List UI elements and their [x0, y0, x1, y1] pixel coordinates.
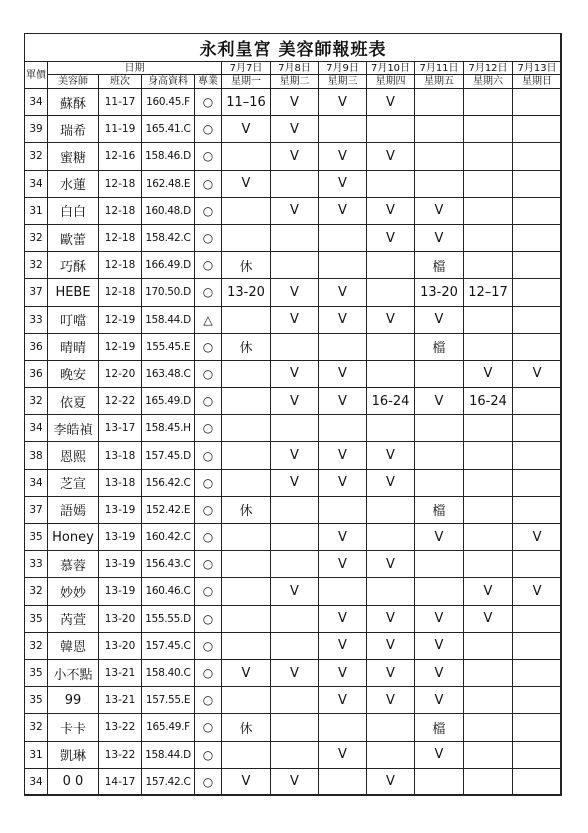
name-cell: 歐蕾: [48, 224, 99, 251]
specialty-cell: ○: [195, 89, 222, 116]
name-cell: 妙妙: [48, 578, 99, 605]
specialty-cell: ○: [195, 632, 222, 659]
day-cell: V: [464, 605, 513, 632]
name-cell: 叮噹: [48, 306, 99, 333]
specialty-cell: ○: [195, 360, 222, 387]
dept-cell: 33: [25, 306, 48, 333]
profile-cell: 156.42.C: [142, 469, 195, 496]
header-date: 7月7日: [222, 62, 271, 75]
day-cell: V: [271, 116, 319, 143]
day-cell: 13-20: [222, 279, 271, 306]
specialty-cell: ○: [195, 415, 222, 442]
day-cell: V: [271, 360, 319, 387]
day-cell: V: [367, 89, 415, 116]
profile-cell: 156.43.C: [142, 551, 195, 578]
dept-cell: 37: [25, 496, 48, 523]
day-cell: V: [319, 659, 367, 686]
day-cell: V: [271, 279, 319, 306]
name-cell: 瑞希: [48, 116, 99, 143]
dept-cell: 34: [25, 170, 48, 197]
day-cell: V: [367, 632, 415, 659]
day-cell: V: [464, 578, 513, 605]
specialty-cell: ○: [195, 524, 222, 551]
specialty-cell: ○: [195, 659, 222, 686]
dept-cell: 31: [25, 197, 48, 224]
header-date: 7月12日: [464, 62, 513, 75]
profile-cell: 158.46.D: [142, 143, 195, 170]
day-cell: V: [367, 224, 415, 251]
day-cell: 檔: [415, 333, 464, 360]
shift-cell: 13-18: [99, 469, 142, 496]
day-cell: V: [319, 442, 367, 469]
dept-cell: 39: [25, 116, 48, 143]
name-cell: 韓恩: [48, 632, 99, 659]
day-cell: V: [222, 768, 271, 795]
dept-cell: 36: [25, 333, 48, 360]
day-cell: V: [319, 197, 367, 224]
shift-cell: 12-18: [99, 224, 142, 251]
day-cell: V: [513, 360, 562, 387]
specialty-cell: ○: [195, 687, 222, 714]
profile-cell: 158.45.H: [142, 415, 195, 442]
profile-cell: 165.49.D: [142, 388, 195, 415]
profile-cell: 160.48.D: [142, 197, 195, 224]
day-cell: V: [271, 89, 319, 116]
shift-cell: 11-17: [99, 89, 142, 116]
profile-cell: 165.41.C: [142, 116, 195, 143]
dept-cell: 34: [25, 768, 48, 795]
dept-cell: 37: [25, 279, 48, 306]
profile-cell: 170.50.D: [142, 279, 195, 306]
day-cell: V: [367, 306, 415, 333]
day-cell: 11–16: [222, 89, 271, 116]
specialty-cell: ○: [195, 197, 222, 224]
dept-cell: 32: [25, 388, 48, 415]
dept-cell: 34: [25, 415, 48, 442]
specialty-cell: ○: [195, 224, 222, 251]
day-cell: V: [271, 143, 319, 170]
profile-cell: 157.42.C: [142, 768, 195, 795]
profile-cell: 158.40.C: [142, 659, 195, 686]
shift-cell: 12-18: [99, 170, 142, 197]
profile-cell: 157.45.C: [142, 632, 195, 659]
day-cell: 13-20: [415, 279, 464, 306]
specialty-cell: ○: [195, 388, 222, 415]
name-cell: 蘇酥: [48, 89, 99, 116]
day-cell: V: [415, 659, 464, 686]
specialty-cell: ○: [195, 605, 222, 632]
day-cell: V: [367, 551, 415, 578]
day-cell: V: [367, 659, 415, 686]
day-cell: 檔: [415, 714, 464, 741]
shift-cell: 12-18: [99, 252, 142, 279]
day-cell: V: [222, 170, 271, 197]
shift-cell: 13-21: [99, 687, 142, 714]
specialty-cell: ○: [195, 279, 222, 306]
profile-cell: 160.46.C: [142, 578, 195, 605]
header-weekday: 星期四: [367, 75, 415, 89]
name-cell: HEBE: [48, 279, 99, 306]
name-cell: 李皓禎: [48, 415, 99, 442]
specialty-cell: ○: [195, 496, 222, 523]
header-weekday: 星期日: [513, 75, 562, 89]
dept-cell: 34: [25, 89, 48, 116]
day-cell: V: [415, 306, 464, 333]
shift-cell: 13-19: [99, 578, 142, 605]
header-date: 7月10日: [367, 62, 415, 75]
day-cell: V: [271, 768, 319, 795]
shift-cell: 13-19: [99, 524, 142, 551]
day-cell: V: [319, 306, 367, 333]
shift-cell: 13-19: [99, 551, 142, 578]
day-cell: V: [415, 741, 464, 768]
day-cell: V: [222, 659, 271, 686]
dept-cell: 32: [25, 143, 48, 170]
header-date-group: 日期: [48, 62, 222, 75]
profile-cell: 163.48.C: [142, 360, 195, 387]
dept-cell: 34: [25, 469, 48, 496]
day-cell: 檔: [415, 252, 464, 279]
day-cell: 休: [222, 252, 271, 279]
specialty-cell: ○: [195, 116, 222, 143]
day-cell: V: [271, 306, 319, 333]
day-cell: V: [271, 578, 319, 605]
shift-cell: 12-18: [99, 197, 142, 224]
day-cell: V: [367, 469, 415, 496]
dept-cell: 35: [25, 605, 48, 632]
name-cell: 蜜糖: [48, 143, 99, 170]
shift-cell: 12-18: [99, 279, 142, 306]
dept-cell: 32: [25, 252, 48, 279]
header-weekday: 星期五: [415, 75, 464, 89]
name-cell: 晚安: [48, 360, 99, 387]
day-cell: V: [271, 197, 319, 224]
profile-cell: 162.48.E: [142, 170, 195, 197]
name-cell: 卡卡: [48, 714, 99, 741]
day-cell: V: [415, 224, 464, 251]
profile-cell: 160.45.F: [142, 89, 195, 116]
profile-cell: 158.44.D: [142, 741, 195, 768]
dept-cell: 32: [25, 632, 48, 659]
day-cell: V: [319, 551, 367, 578]
day-cell: V: [367, 197, 415, 224]
name-cell: 巧酥: [48, 252, 99, 279]
specialty-cell: ○: [195, 741, 222, 768]
dept-cell: 35: [25, 687, 48, 714]
name-cell: 語嫣: [48, 496, 99, 523]
specialty-cell: △: [195, 306, 222, 333]
name-cell: 凱琳: [48, 741, 99, 768]
day-cell: V: [415, 687, 464, 714]
specialty-cell: ○: [195, 551, 222, 578]
dept-cell: 31: [25, 741, 48, 768]
header-profile: 身高資料: [142, 75, 195, 89]
shift-cell: 12-19: [99, 306, 142, 333]
day-cell: V: [367, 605, 415, 632]
day-cell: V: [319, 632, 367, 659]
profile-cell: 158.44.D: [142, 306, 195, 333]
dept-cell: 38: [25, 442, 48, 469]
shift-cell: 13-20: [99, 632, 142, 659]
dept-cell: 32: [25, 578, 48, 605]
header-shift: 班次: [99, 75, 142, 89]
dept-cell: 32: [25, 714, 48, 741]
day-cell: V: [319, 605, 367, 632]
day-cell: V: [319, 687, 367, 714]
shift-cell: 13-17: [99, 415, 142, 442]
header-date: 7月13日: [513, 62, 562, 75]
name-cell: 恩熙: [48, 442, 99, 469]
day-cell: V: [319, 741, 367, 768]
header-name: 美容師: [48, 75, 99, 89]
day-cell: V: [319, 360, 367, 387]
profile-cell: 155.55.D: [142, 605, 195, 632]
day-cell: V: [415, 524, 464, 551]
specialty-cell: ○: [195, 469, 222, 496]
day-cell: V: [271, 469, 319, 496]
name-cell: 99: [48, 687, 99, 714]
name-cell: 依夏: [48, 388, 99, 415]
specialty-cell: ○: [195, 143, 222, 170]
name-cell: 芮萱: [48, 605, 99, 632]
specialty-cell: ○: [195, 333, 222, 360]
shift-cell: 12-22: [99, 388, 142, 415]
dept-cell: 35: [25, 524, 48, 551]
day-cell: 檔: [415, 496, 464, 523]
day-cell: 休: [222, 333, 271, 360]
profile-cell: 157.55.E: [142, 687, 195, 714]
profile-cell: 157.45.D: [142, 442, 195, 469]
name-cell: Honey: [48, 524, 99, 551]
day-cell: V: [319, 170, 367, 197]
header-date: 7月9日: [319, 62, 367, 75]
day-cell: V: [415, 632, 464, 659]
day-cell: V: [319, 143, 367, 170]
name-cell: 慕蓉: [48, 551, 99, 578]
shift-cell: 14-17: [99, 768, 142, 795]
dept-cell: 35: [25, 659, 48, 686]
specialty-cell: ○: [195, 252, 222, 279]
header-weekday: 星期六: [464, 75, 513, 89]
profile-cell: 166.49.D: [142, 252, 195, 279]
day-cell: V: [367, 687, 415, 714]
day-cell: V: [513, 524, 562, 551]
name-cell: 芝宣: [48, 469, 99, 496]
specialty-cell: ○: [195, 768, 222, 795]
header-date: 7月11日: [415, 62, 464, 75]
shift-cell: 13-18: [99, 442, 142, 469]
shift-cell: 13-22: [99, 714, 142, 741]
specialty-cell: ○: [195, 714, 222, 741]
profile-cell: 152.42.E: [142, 496, 195, 523]
shift-cell: 12-20: [99, 360, 142, 387]
day-cell: V: [222, 116, 271, 143]
specialty-cell: ○: [195, 578, 222, 605]
shift-cell: 13-20: [99, 605, 142, 632]
day-cell: V: [319, 524, 367, 551]
day-cell: 休: [222, 496, 271, 523]
day-cell: V: [271, 442, 319, 469]
header-date: 7月8日: [271, 62, 319, 75]
day-cell: V: [513, 578, 562, 605]
header-weekday: 星期一: [222, 75, 271, 89]
name-cell: 0 0: [48, 768, 99, 795]
header-weekday: 星期三: [319, 75, 367, 89]
name-cell: 晴晴: [48, 333, 99, 360]
day-cell: V: [319, 388, 367, 415]
day-cell: 12–17: [464, 279, 513, 306]
profile-cell: 158.42.C: [142, 224, 195, 251]
dept-cell: 33: [25, 551, 48, 578]
day-cell: V: [271, 659, 319, 686]
sheet-border: [24, 33, 561, 795]
day-cell: 16-24: [367, 388, 415, 415]
shift-cell: 12-19: [99, 333, 142, 360]
day-cell: 休: [222, 714, 271, 741]
shift-cell: 11-19: [99, 116, 142, 143]
day-cell: V: [367, 768, 415, 795]
shift-cell: 13-21: [99, 659, 142, 686]
sheet-title: 永利皇宮 美容師報班表: [25, 34, 562, 62]
day-cell: 16-24: [464, 388, 513, 415]
dept-cell: 32: [25, 224, 48, 251]
name-cell: 小不點: [48, 659, 99, 686]
day-cell: V: [367, 143, 415, 170]
day-cell: V: [319, 469, 367, 496]
profile-cell: 165.49.F: [142, 714, 195, 741]
header-specialty: 專業: [195, 75, 222, 89]
header-dept: 單價: [25, 62, 48, 89]
profile-cell: 160.42.C: [142, 524, 195, 551]
day-cell: V: [319, 89, 367, 116]
day-cell: V: [367, 442, 415, 469]
shift-cell: 13-19: [99, 496, 142, 523]
specialty-cell: ○: [195, 170, 222, 197]
shift-cell: 12-16: [99, 143, 142, 170]
name-cell: 白白: [48, 197, 99, 224]
header-weekday: 星期二: [271, 75, 319, 89]
day-cell: V: [415, 605, 464, 632]
day-cell: V: [271, 388, 319, 415]
profile-cell: 155.45.E: [142, 333, 195, 360]
dept-cell: 36: [25, 360, 48, 387]
day-cell: V: [464, 360, 513, 387]
day-cell: V: [415, 197, 464, 224]
day-cell: V: [415, 388, 464, 415]
name-cell: 水蓮: [48, 170, 99, 197]
shift-cell: 13-22: [99, 741, 142, 768]
specialty-cell: ○: [195, 442, 222, 469]
day-cell: V: [319, 279, 367, 306]
